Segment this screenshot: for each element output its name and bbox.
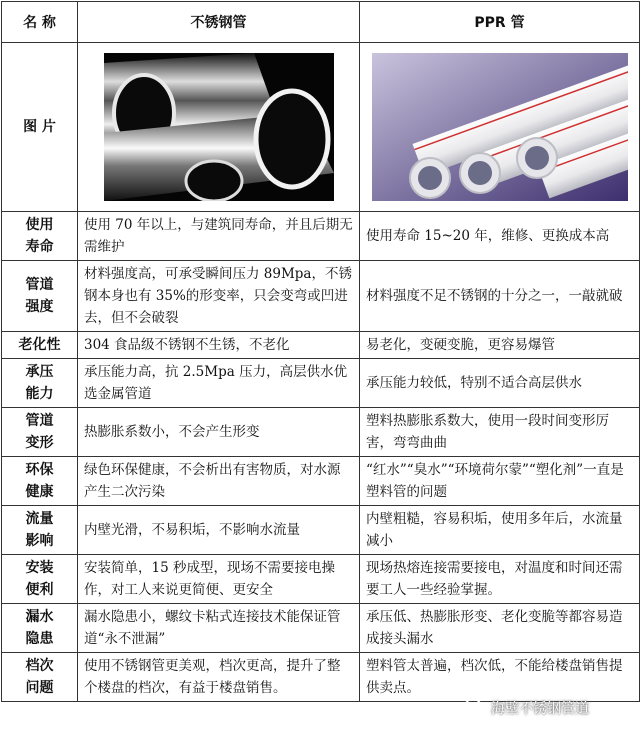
ppr-cell: “红水”“臭水”“环境荷尔蒙”“塑化剂”一直是塑料管的问题: [360, 457, 640, 506]
stainless-steel-cell: 绿色环保健康，不会析出有害物质，对水源产生二次污染: [78, 457, 360, 506]
header-stainless-steel: 不锈钢管: [78, 2, 360, 43]
image-row-label: 图 片: [2, 43, 78, 212]
row-label: 档次 问题: [2, 653, 78, 702]
ppr-cell: 内壁粗糙，容易积垢，使用多年后，水流量减小: [360, 506, 640, 555]
stainless-steel-cell: 使用 70 年以上，与建筑同寿命，并且后期无需维护: [78, 212, 360, 261]
stainless-steel-cell: 承压能力高，抗 2.5Mpa 压力，高层供水优选金属管道: [78, 359, 360, 408]
row-label: 漏水 隐患: [2, 604, 78, 653]
stainless-steel-cell: 使用不锈钢管更美观，档次更高，提升了整个楼盘的档次，有益于楼盘销售。: [78, 653, 360, 702]
row-label: 使用 寿命: [2, 212, 78, 261]
row-label: 流量 影响: [2, 506, 78, 555]
row-label: 环保 健康: [2, 457, 78, 506]
ppr-cell: 材料强度不足不锈钢的十分之一，一敲就破: [360, 261, 640, 332]
header-ppr: PPR 管: [360, 2, 640, 43]
row-label: 安装 便利: [2, 555, 78, 604]
header-row: [2, 2, 640, 43]
ppr-cell: 易老化，变硬变脆，更容易爆管: [360, 332, 640, 359]
ppr-cell: 现场热熔连接需要接电，对温度和时间还需要工人一些经验掌握。: [360, 555, 640, 604]
stainless-steel-pipes-photo: [104, 53, 334, 201]
table-row: [2, 261, 640, 332]
comparison-table: [1, 1, 640, 702]
table-row: [2, 359, 640, 408]
ppr-photo-cell: [360, 43, 640, 212]
ppr-cell: 塑料热膨胀系数大，使用一段时间变形厉害，弯弯曲曲: [360, 408, 640, 457]
row-label: 管道 强度: [2, 261, 78, 332]
stainless-steel-cell: 漏水隐患小，螺纹卡粘式连接技术能保证管道“永不泄漏”: [78, 604, 360, 653]
watermark: [464, 693, 640, 723]
ppr-cell: 塑料管太普遍，档次低，不能给楼盘销售提供卖点。: [360, 653, 640, 702]
stainless-steel-cell: 材料强度高，可承受瞬间压力 89Mpa，不锈钢本身也有 35%的形变率，只会变弯或凹进去，但不会破裂: [78, 261, 360, 332]
table-row: [2, 457, 640, 506]
table-row: [2, 332, 640, 359]
row-label: 管道 变形: [2, 408, 78, 457]
table-row: [2, 604, 640, 653]
table-row: [2, 555, 640, 604]
stainless-steel-cell: 内壁光滑，不易积垢，不影响水流量: [78, 506, 360, 555]
stainless-steel-cell: 安装简单，15 秒成型，现场不需要接电操作，对工人来说更简便、更安全: [78, 555, 360, 604]
table-row: [2, 408, 640, 457]
table-row: [2, 212, 640, 261]
ppr-cell: 承压低、热膨胀形变、老化变脆等都容易造成接头漏水: [360, 604, 640, 653]
stainless-steel-cell: 热膨胀系数小，不会产生形变: [78, 408, 360, 457]
stainless-steel-cell: 304 食品级不锈钢不生锈，不老化: [78, 332, 360, 359]
ppr-pipes-photo: [372, 53, 628, 201]
watermark-text: 海壁不锈钢管道: [491, 701, 589, 717]
ppr-cell: 使用寿命 15~20 年，维修、更换成本高: [360, 212, 640, 261]
wechat-icon: [464, 697, 486, 719]
stainless-steel-photo-cell: [78, 43, 360, 212]
image-row: [2, 43, 640, 212]
row-label: 老化性: [2, 332, 78, 359]
table-row: [2, 506, 640, 555]
ppr-cell: 承压能力较低，特别不适合高层供水: [360, 359, 640, 408]
row-label: 承压 能力: [2, 359, 78, 408]
header-name: 名 称: [2, 2, 78, 43]
